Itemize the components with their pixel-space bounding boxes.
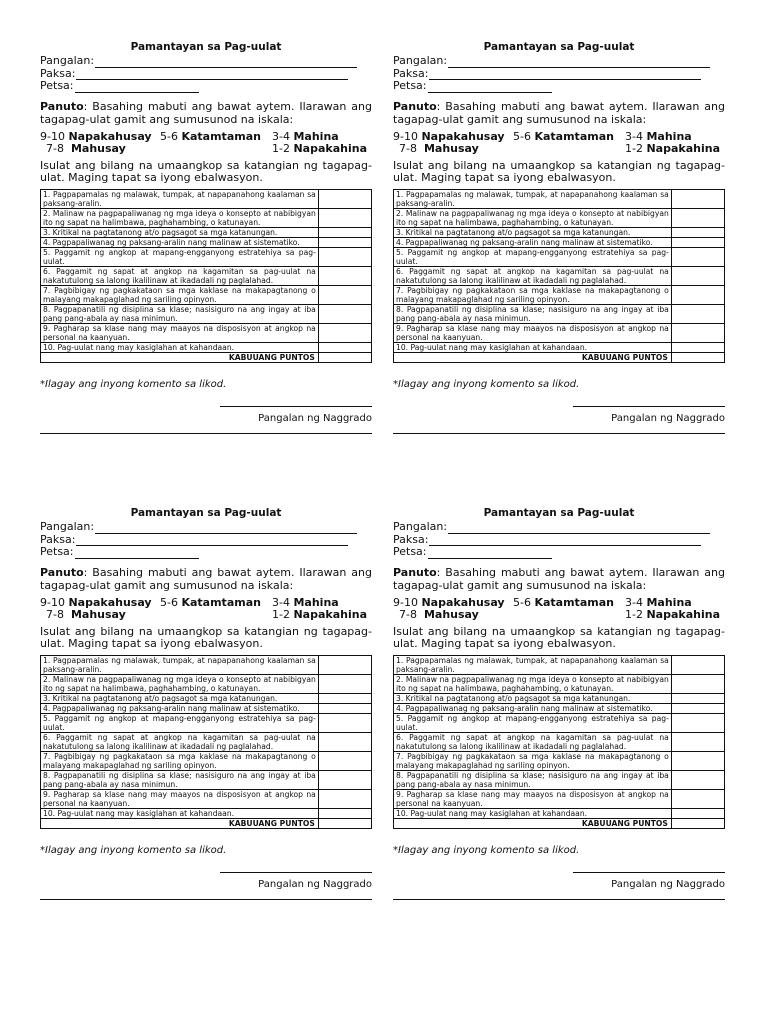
instruction-text: : Basahing mabuti ang bawat aytem. Ilarawan ang tagapag-ulat gamit ang sumusunod na iskala: [40,99,372,126]
criteria-row [394,808,725,818]
instruction-text: : Basahing mabuti ang bawat aytem. Ilarawan ang tagapag-ulat gamit ang sumusunod na iskala: [393,565,725,592]
name-blank-line[interactable] [448,57,710,68]
criteria-row [394,789,725,808]
criterion-text: 4. Pagpapaliwanag ng paksang-aralin nang malinaw at sistematiko. [41,237,319,247]
comment-note: *Ilagay ang inyong komento sa likod. [40,378,227,390]
scale-item: 1-2 Napakahina [625,142,720,155]
criterion-text: 8. Pagpapanatili ng disiplina sa klase; nasisiguro na ang ingay at iba pang pang-abala ay nasa minimun. [394,770,672,789]
date-field[interactable] [393,80,725,93]
score-cell[interactable] [318,751,371,770]
criteria-row [394,655,725,674]
name-field[interactable] [393,521,725,534]
criterion-text: 6. Paggamit ng sapat at angkop na kagamitan sa pag-uulat na nakatutulong sa lalong ikalilinaw at ikadadali ng paglalahad. [41,732,319,751]
instruction-heading: Panuto [393,565,437,579]
criteria-row [41,266,372,285]
signature-line[interactable] [220,406,372,407]
score-cell[interactable] [318,189,371,208]
score-cell[interactable] [318,703,371,713]
name-field[interactable] [393,55,725,68]
scale-item: 3-4 Mahina [625,129,692,143]
criterion-text: 4. Pagpapaliwanag ng paksang-aralin nang malinaw at sistematiko. [41,703,319,713]
score-cell[interactable] [318,227,371,237]
total-row [41,352,372,362]
criterion-text: 6. Paggamit ng sapat at angkop na kagamitan sa pag-uulat na nakatutulong sa lalong ikalilinaw at ikadadali ng paglalahad. [394,266,672,285]
total-score-cell[interactable] [318,352,371,362]
write-instruction: Isulat ang bilang na umaangkop sa katangian ng tagapag-ulat. Maging tapat sa iyong ebalwasyon. [40,158,372,184]
criterion-text: 8. Pagpapanatili ng disiplina sa klase; nasisiguro na ang ingay at iba pang pang-abala ay nasa minimun. [41,770,319,789]
divider-line [393,899,725,900]
criteria-row [41,285,372,304]
name-blank-line[interactable] [95,57,357,68]
criteria-row [41,342,372,352]
rubric-form-bottom-left [40,506,372,900]
name-label: Pangalan: [40,520,95,533]
instruction-heading: Panuto [393,99,437,113]
date-label: Petsa: [40,79,74,92]
score-cell[interactable] [671,655,724,674]
score-cell[interactable] [318,655,371,674]
criterion-text: 10. Pag-uulat nang may kasiglahan at kahandaan. [41,808,319,818]
score-cell[interactable] [318,674,371,693]
criterion-text: 7. Pagbibigay ng pagkakataon sa mga kaklase na makapagtanong o malayang makapaglahad ng sariling opinyon. [41,751,319,770]
criterion-text: 2. Malinaw na pagpapaliwanag ng mga ideya o konsepto at nabibigyan ito ng sapat na halimbawa, paghahambing, o katunayan. [41,674,319,693]
criteria-row [394,304,725,323]
score-cell[interactable] [671,770,724,789]
score-cell[interactable] [671,189,724,208]
rating-scale [393,597,725,622]
criteria-row [394,693,725,703]
scale-item: 1-2 Napakahina [272,608,367,621]
total-row [394,818,725,828]
score-cell[interactable] [318,713,371,732]
total-score-cell[interactable] [671,352,724,362]
topic-field[interactable] [393,68,725,81]
scale-item: 9-10 Napakahusay [40,595,152,609]
score-cell[interactable] [318,693,371,703]
form-title: Pamantayan sa Pag-uulat [130,41,282,53]
score-cell[interactable] [318,304,371,323]
criteria-row [41,227,372,237]
criteria-row [41,693,372,703]
criterion-text: 5. Paggamit ng angkop at mapang-engganyong estratehiya sa pag-uulat. [394,247,672,266]
date-blank-line[interactable] [428,82,552,93]
criteria-row [41,770,372,789]
criterion-text: 5. Paggamit ng angkop at mapang-engganyong estratehiya sa pag-uulat. [41,713,319,732]
topic-label: Paksa: [393,66,429,80]
criteria-row [41,655,372,674]
rubric-form-top-right [393,40,725,434]
date-label: Petsa: [393,545,427,558]
date-field[interactable] [40,546,372,559]
scale-item: 7-8 Mahusay [399,608,479,621]
instructions [393,566,725,592]
score-cell[interactable] [671,693,724,703]
criterion-text: 10. Pag-uulat nang may kasiglahan at kahandaan. [41,342,319,352]
score-cell[interactable] [671,789,724,808]
date-label: Petsa: [393,79,427,92]
signature-line[interactable] [573,406,725,407]
criterion-text: 8. Pagpapanatili ng disiplina sa klase; nasisiguro na ang ingay at iba pang pang-abala ay nasa minimun. [41,304,319,323]
scale-item: 1-2 Napakahina [625,608,720,621]
criteria-row [394,285,725,304]
score-cell[interactable] [671,342,724,352]
criteria-row [41,789,372,808]
score-cell[interactable] [671,732,724,751]
criterion-text: 2. Malinaw na pagpapaliwanag ng mga ideya o konsepto at nabibigyan ito ng sapat na halimbawa, paghahambing, o katunayan. [394,208,672,227]
instructions [393,100,725,126]
topic-blank-line[interactable] [429,69,701,80]
score-cell[interactable] [318,732,371,751]
criterion-text: 6. Paggamit ng sapat at angkop na kagamitan sa pag-uulat na nakatutulong sa lalong ikalilinaw at ikadadali ng paglalahad. [41,266,319,285]
criterion-text: 2. Malinaw na pagpapaliwanag ng mga ideya o konsepto at nabibigyan ito ng sapat na halimbawa, paghahambing, o katunayan. [394,674,672,693]
criteria-row [41,713,372,732]
score-cell[interactable] [318,237,371,247]
write-instruction: Isulat ang bilang na umaangkop sa katangian ng tagapag-ulat. Maging tapat sa iyong ebalwasyon. [393,158,725,184]
scale-item: 3-4 Mahina [272,595,339,609]
scale-item: 5-6 Katamtaman [160,595,261,609]
date-field[interactable] [40,80,372,93]
form-title: Pamantayan sa Pag-uulat [483,507,635,519]
criteria-row [41,208,372,227]
topic-blank-line[interactable] [76,535,348,546]
topic-label: Paksa: [40,532,76,546]
score-cell[interactable] [671,266,724,285]
criteria-row [41,304,372,323]
total-score-cell[interactable] [671,818,724,828]
score-cell[interactable] [318,266,371,285]
scale-item: 9-10 Napakahusay [393,595,505,609]
write-instruction: Isulat ang bilang na umaangkop sa katangian ng tagapag-ulat. Maging tapat sa iyong ebalwasyon. [40,624,372,650]
criterion-text: 7. Pagbibigay ng pagkakataon sa mga kaklase na makapagtanong o malayang makapaglahad ng sariling opinyon. [41,285,319,304]
scale-item: 1-2 Napakahina [272,142,367,155]
comment-note: *Ilagay ang inyong komento sa likod. [393,378,580,390]
criteria-row [394,247,725,266]
name-field[interactable] [40,521,372,534]
criterion-text: 3. Kritikal na pagtatanong at/o pagsagot sa mga katanungan. [394,693,672,703]
criteria-row [41,703,372,713]
date-blank-line[interactable] [428,548,552,559]
criterion-text: 9. Pagharap sa klase nang may maayos na disposisyon at angkop na personal na kaanyuan. [41,789,319,808]
scale-item: 3-4 Mahina [625,595,692,609]
topic-blank-line[interactable] [429,535,701,546]
comment-note: *Ilagay ang inyong komento sa likod. [393,844,580,856]
criterion-text: 10. Pag-uulat nang may kasiglahan at kahandaan. [394,808,672,818]
criteria-table [393,189,725,363]
scale-item: 7-8 Mahusay [46,142,126,155]
score-cell[interactable] [671,703,724,713]
criteria-table [393,655,725,829]
total-label: KABUUANG PUNTOS [41,818,319,828]
criteria-row [394,674,725,693]
criteria-row [394,342,725,352]
score-cell[interactable] [671,227,724,237]
divider-line [40,433,372,434]
score-cell[interactable] [318,808,371,818]
date-blank-line[interactable] [75,82,199,93]
score-cell[interactable] [318,208,371,227]
scale-item: 3-4 Mahina [272,129,339,143]
criterion-text: 8. Pagpapanatili ng disiplina sa klase; nasisiguro na ang ingay at iba pang pang-abala ay nasa minimun. [394,304,672,323]
criterion-text: 10. Pag-uulat nang may kasiglahan at kahandaan. [394,342,672,352]
instruction-heading: Panuto [40,99,84,113]
topic-label: Paksa: [393,532,429,546]
criteria-row [41,751,372,770]
score-cell[interactable] [318,770,371,789]
criterion-text: 9. Pagharap sa klase nang may maayos na disposisyon at angkop na personal na kaanyuan. [394,323,672,342]
score-cell[interactable] [671,751,724,770]
criteria-row [394,208,725,227]
score-cell[interactable] [671,808,724,818]
scale-item: 7-8 Mahusay [399,142,479,155]
instruction-text: : Basahing mabuti ang bawat aytem. Ilarawan ang tagapag-ulat gamit ang sumusunod na iskala: [393,99,725,126]
instruction-text: : Basahing mabuti ang bawat aytem. Ilarawan ang tagapag-ulat gamit ang sumusunod na iskala: [40,565,372,592]
score-cell[interactable] [671,237,724,247]
criterion-text: 7. Pagbibigay ng pagkakataon sa mga kaklase na makapagtanong o malayang makapaglahad ng sariling opinyon. [394,285,672,304]
rubric-form-top-left [40,40,372,434]
criteria-row [41,247,372,266]
scale-item: 5-6 Katamtaman [513,595,614,609]
scale-item: 7-8 Mahusay [46,608,126,621]
rating-scale [40,131,372,156]
criterion-text: 5. Paggamit ng angkop at mapang-engganyong estratehiya sa pag-uulat. [394,713,672,732]
topic-label: Paksa: [40,66,76,80]
score-cell[interactable] [318,342,371,352]
criteria-row [394,770,725,789]
criterion-text: 1. Pagpapamalas ng malawak, tumpak, at napapanahong kaalaman sa paksang-aralin. [41,655,319,674]
scale-item: 5-6 Katamtaman [160,129,261,143]
criteria-table [40,189,372,363]
criteria-row [394,732,725,751]
criteria-row [41,808,372,818]
criterion-text: 3. Kritikal na pagtatanong at/o pagsagot sa mga katanungan. [41,227,319,237]
score-cell[interactable] [671,674,724,693]
form-title: Pamantayan sa Pag-uulat [483,41,635,53]
instructions [40,100,372,126]
divider-line [40,899,372,900]
form-title: Pamantayan sa Pag-uulat [130,507,282,519]
criterion-text: 6. Paggamit ng sapat at angkop na kagamitan sa pag-uulat na nakatutulong sa lalong ikalilinaw at ikadadali ng paglalahad. [394,732,672,751]
total-label: KABUUANG PUNTOS [41,352,319,362]
scale-item: 5-6 Katamtaman [513,129,614,143]
criteria-row [394,237,725,247]
instructions [40,566,372,592]
comment-note: *Ilagay ang inyong komento sa likod. [40,844,227,856]
date-field[interactable] [393,546,725,559]
scale-item: 9-10 Napakahusay [393,129,505,143]
criterion-text: 3. Kritikal na pagtatanong at/o pagsagot sa mga katanungan. [394,227,672,237]
divider-line [393,433,725,434]
criterion-text: 5. Paggamit ng angkop at mapang-engganyong estratehiya sa pag-uulat. [41,247,319,266]
signature-line[interactable] [573,872,725,873]
total-row [394,352,725,362]
rating-scale [40,597,372,622]
criterion-text: 4. Pagpapaliwanag ng paksang-aralin nang malinaw at sistematiko. [394,703,672,713]
criteria-row [394,189,725,208]
topic-field[interactable] [393,534,725,547]
criterion-text: 9. Pagharap sa klase nang may maayos na disposisyon at angkop na personal na kaanyuan. [41,323,319,342]
rating-scale [393,131,725,156]
criteria-row [41,674,372,693]
criteria-row [41,237,372,247]
score-cell[interactable] [318,285,371,304]
topic-blank-line[interactable] [76,69,348,80]
name-label: Pangalan: [40,54,95,67]
criteria-table [40,655,372,829]
total-row [41,818,372,828]
criteria-row [394,751,725,770]
score-cell[interactable] [671,304,724,323]
score-cell[interactable] [318,323,371,342]
rubric-form-bottom-right [393,506,725,900]
signature-label: Pangalan ng Naggrado [258,412,372,424]
criteria-row [41,323,372,342]
signature-label: Pangalan ng Naggrado [611,878,725,890]
total-label: KABUUANG PUNTOS [394,818,672,828]
write-instruction: Isulat ang bilang na umaangkop sa katangian ng tagapag-ulat. Maging tapat sa iyong ebalwasyon. [393,624,725,650]
topic-field[interactable] [40,68,372,81]
criterion-text: 4. Pagpapaliwanag ng paksang-aralin nang malinaw at sistematiko. [394,237,672,247]
criterion-text: 1. Pagpapamalas ng malawak, tumpak, at napapanahong kaalaman sa paksang-aralin. [394,655,672,674]
name-blank-line[interactable] [95,523,357,534]
name-label: Pangalan: [393,54,448,67]
name-blank-line[interactable] [448,523,710,534]
criteria-row [394,713,725,732]
topic-field[interactable] [40,534,372,547]
criterion-text: 7. Pagbibigay ng pagkakataon sa mga kaklase na makapagtanong o malayang makapaglahad ng sariling opinyon. [394,751,672,770]
criterion-text: 1. Pagpapamalas ng malawak, tumpak, at napapanahong kaalaman sa paksang-aralin. [41,189,319,208]
total-score-cell[interactable] [318,818,371,828]
score-cell[interactable] [318,247,371,266]
date-label: Petsa: [40,545,74,558]
score-cell[interactable] [671,208,724,227]
criteria-row [394,227,725,237]
score-cell[interactable] [318,789,371,808]
criteria-row [41,732,372,751]
name-label: Pangalan: [393,520,448,533]
instruction-heading: Panuto [40,565,84,579]
score-cell[interactable] [671,285,724,304]
signature-label: Pangalan ng Naggrado [611,412,725,424]
score-cell[interactable] [671,713,724,732]
criterion-text: 1. Pagpapamalas ng malawak, tumpak, at napapanahong kaalaman sa paksang-aralin. [394,189,672,208]
criterion-text: 9. Pagharap sa klase nang may maayos na disposisyon at angkop na personal na kaanyuan. [394,789,672,808]
criteria-row [394,266,725,285]
signature-line[interactable] [220,872,372,873]
signature-label: Pangalan ng Naggrado [258,878,372,890]
score-cell[interactable] [671,247,724,266]
scale-item: 9-10 Napakahusay [40,129,152,143]
name-field[interactable] [40,55,372,68]
criterion-text: 3. Kritikal na pagtatanong at/o pagsagot sa mga katanungan. [41,693,319,703]
criteria-row [394,323,725,342]
score-cell[interactable] [671,323,724,342]
criteria-row [41,189,372,208]
criteria-row [394,703,725,713]
date-blank-line[interactable] [75,548,199,559]
criterion-text: 2. Malinaw na pagpapaliwanag ng mga ideya o konsepto at nabibigyan ito ng sapat na halimbawa, paghahambing, o katunayan. [41,208,319,227]
total-label: KABUUANG PUNTOS [394,352,672,362]
